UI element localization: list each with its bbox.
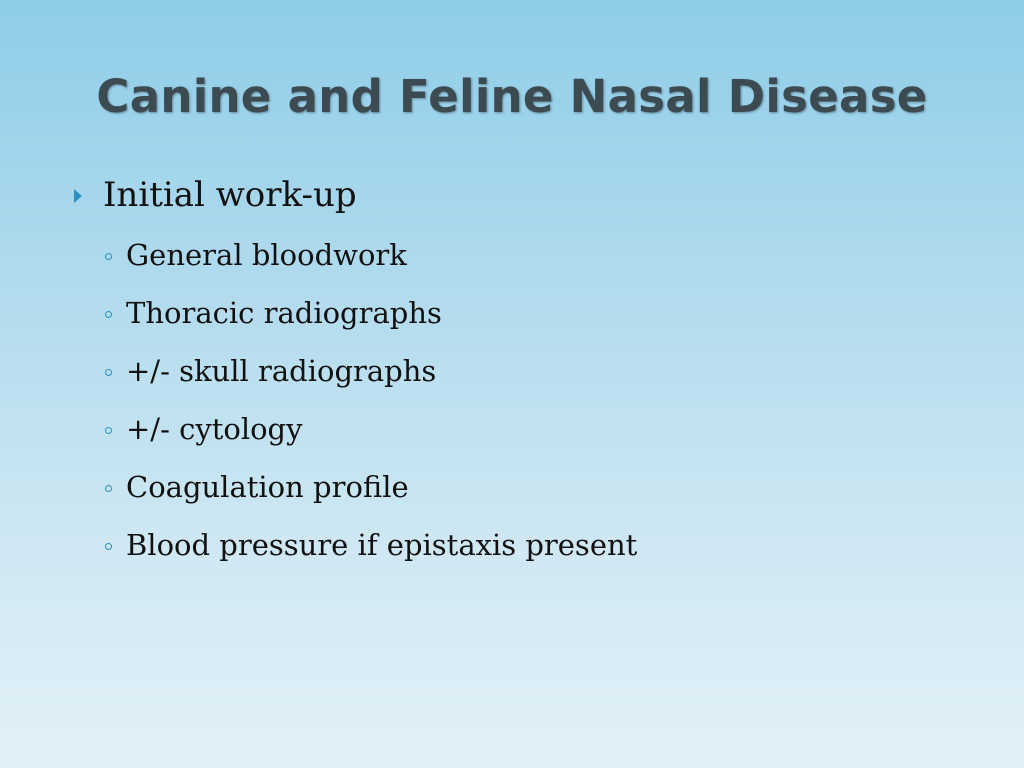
sub-bullet-text: General bloodwork [126, 238, 407, 272]
sub-bullet-item [105, 235, 407, 275]
bullet-initial-work-up [74, 171, 357, 219]
circle-bullet-icon [105, 485, 112, 492]
sub-bullet-text: Blood pressure if epistaxis present [126, 528, 638, 562]
triangle-right-icon [74, 189, 82, 203]
sub-bullet-text: +/- cytology [126, 412, 303, 446]
circle-bullet-icon [105, 369, 112, 376]
sub-bullet-text: Thoracic radiographs [126, 296, 442, 330]
sub-bullet-item [105, 351, 436, 391]
slide-title: Canine and Feline Nasal Disease [96, 70, 928, 123]
circle-bullet-icon [105, 427, 112, 434]
sub-bullet-item [105, 293, 442, 333]
sub-bullet-text: +/- skull radiographs [126, 354, 437, 388]
bullet-label: Initial work-up [103, 175, 357, 215]
circle-bullet-icon [105, 311, 112, 318]
sub-bullet-text: Coagulation profile [126, 470, 409, 504]
sub-bullet-item [105, 467, 409, 507]
sub-bullet-item [105, 525, 637, 565]
circle-bullet-icon [105, 253, 112, 260]
circle-bullet-icon [105, 543, 112, 550]
sub-bullet-item [105, 409, 303, 449]
